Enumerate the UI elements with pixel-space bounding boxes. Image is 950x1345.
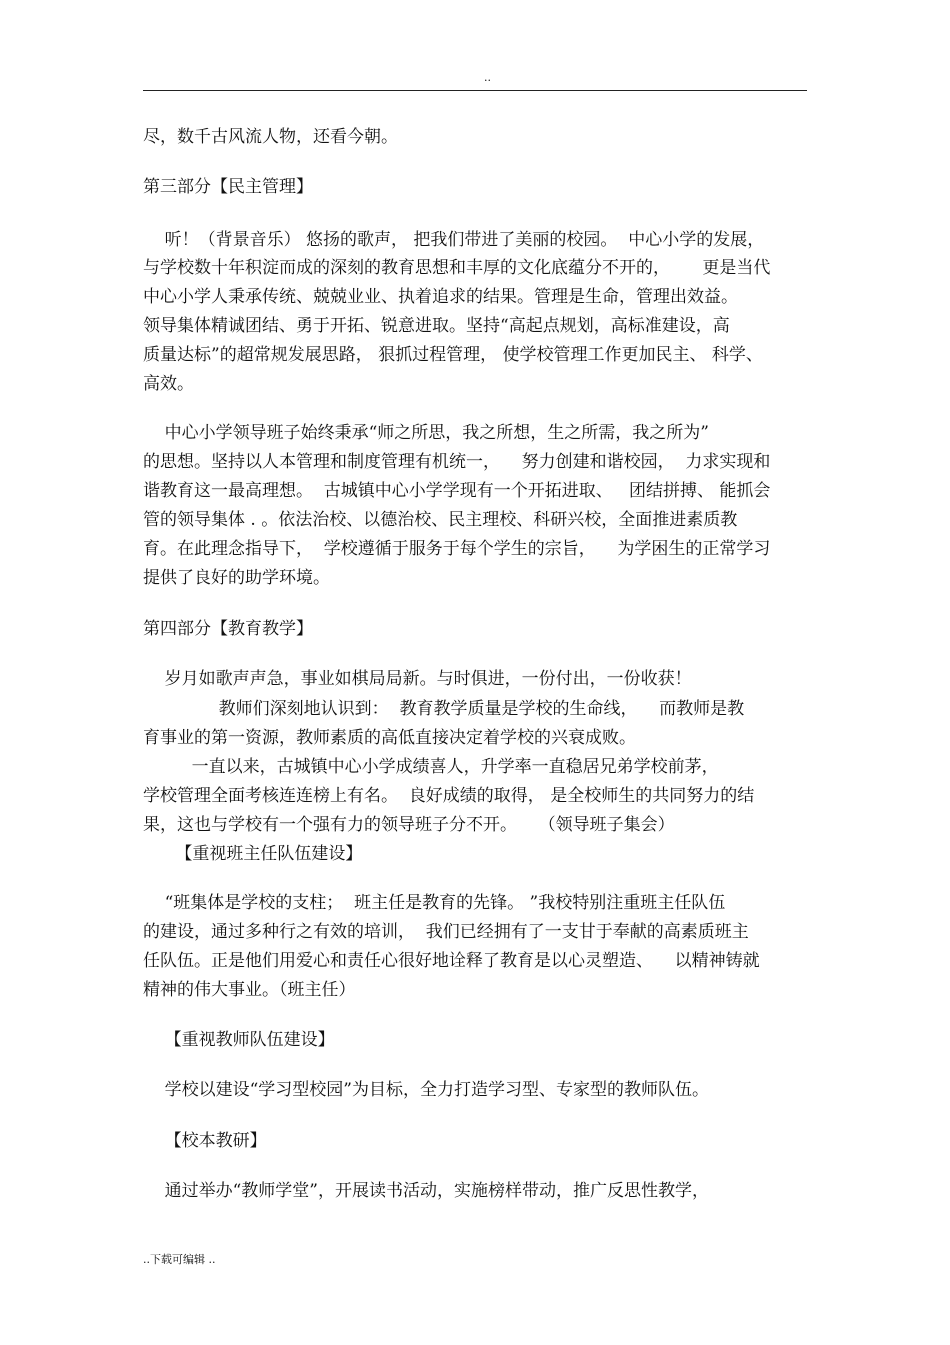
- text-line: “班集体是学校的支柱； 班主任是教育的先锋。 ”我校特别注重班主任队伍: [143, 893, 726, 913]
- text-line: 中心小学领导班子始终秉承“师之所思，我之所想，生之所需，我之所为”: [143, 423, 709, 443]
- text-line: 学校管理全面考核连连榜上有名。 良好成绩的取得， 是全校师生的共同努力的结: [143, 786, 755, 806]
- subheading: 【重视班主任队伍建设】: [143, 844, 363, 864]
- text-line: 的建设，通过多种行之有效的培训， 我们已经拥有了一支甘于奉献的高素质班主: [143, 922, 749, 942]
- footer-note: ..下载可编辑 ..: [143, 1253, 216, 1266]
- text-line: 谐教育这一最高理想。 古城镇中心小学学现有一个开拓进取、 团结拼搏、 能抓会: [143, 481, 771, 501]
- text-line: 任队伍。正是他们用爱心和责任心很好地诠释了教育是以心灵塑造、 以精神铸就: [143, 951, 760, 971]
- text-line: 育事业的第一资源，教师素质的高低直接决定着学校的兴衰成败。: [143, 728, 636, 748]
- text-line: 与学校数十年积淀而成的深刻的教育思想和丰厚的文化底蕴分不开的， 更是当代: [143, 258, 771, 278]
- text-line: 质量达标”的超常规发展思路， 狠抓过程管理， 使学校管理工作更加民主、 科学、: [143, 345, 763, 365]
- section-heading: 第三部分【民主管理】: [143, 177, 313, 197]
- text-line: 育。在此理念指导下， 学校遵循于服务于每个学生的宗旨， 为学困生的正常学习: [143, 539, 771, 559]
- text-line: 尽，数千古风流人物，还看今朝。: [143, 127, 398, 147]
- header-mark: ..: [484, 71, 491, 84]
- text-line: 高效。: [143, 374, 194, 394]
- text-line: 领导集体精诚团结、勇于开拓、锐意进取。坚持“高起点规划，高标准建设，高: [143, 316, 730, 336]
- text-line: 果，这也与学校有一个强有力的领导班子分不开。 （领导班子集会）: [143, 815, 675, 835]
- text-line: 的思想。坚持以人本管理和制度管理有机统一， 努力创建和谐校园， 力求实现和: [143, 452, 771, 472]
- subheading: 【重视教师队伍建设】: [143, 1030, 335, 1050]
- text-line: 通过举办“教师学堂”，开展读书活动，实施榜样带动，推广反思性教学，: [143, 1181, 709, 1201]
- text-line: 精神的伟大事业。（班主任）: [143, 980, 356, 1000]
- text-line: 教师们深刻地认识到： 教育教学质量是学校的生命线， 而教师是教: [143, 699, 745, 719]
- text-line: 中心小学人秉承传统、兢兢业业、执着追求的结果。管理是生命，管理出效益。: [143, 287, 738, 307]
- section-heading: 第四部分【教育教学】: [143, 619, 313, 639]
- text-line: 听！（背景音乐） 悠扬的歌声， 把我们带进了美丽的校园。 中心小学的发展，: [143, 230, 765, 250]
- text-line: 一直以来，古城镇中心小学成绩喜人，升学率一直稳居兄弟学校前茅，: [143, 757, 719, 777]
- subheading: 【校本教研】: [143, 1131, 267, 1151]
- text-line: 岁月如歌声声急，事业如棋局局新。与时俱进，一份付出，一份收获！: [143, 669, 692, 689]
- header-rule: [143, 90, 807, 91]
- text-line: 提供了良好的助学环境。: [143, 568, 330, 588]
- text-line: 管的领导集体 . 。依法治校、以德治校、民主理校、科研兴校，全面推进素质教: [143, 510, 738, 530]
- text-line: 学校以建设“学习型校园”为目标，全力打造学习型、专家型的教师队伍。: [143, 1080, 709, 1100]
